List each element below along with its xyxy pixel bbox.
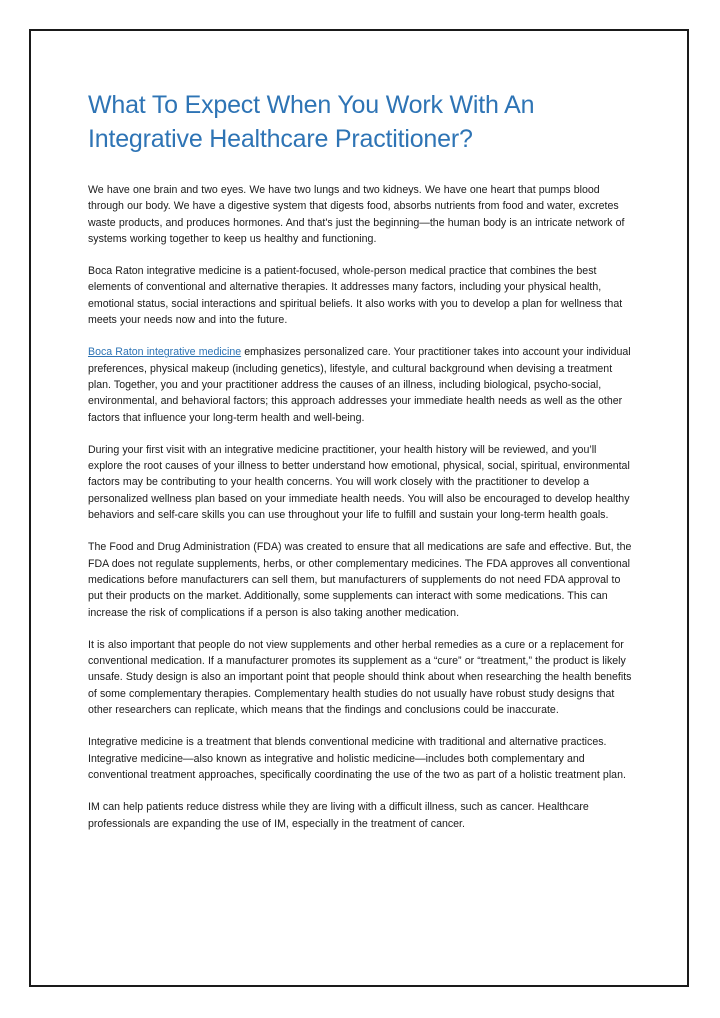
paragraph-boca-raton-intro: Boca Raton integrative medicine is a patient-focused, whole-person medical practice that combines the best elements of conventional and alternative therapies. It addresses many factors, including your physical health, emotional status, social interactions and spiritual beliefs. It also works with you to develop a plan for wellness that meets your needs now and into the future. [88, 265, 623, 327]
boca-raton-integrative-medicine-link[interactable]: Boca Raton integrative medicine [88, 346, 242, 359]
document-title: What To Expect When You Work With An Integrative Healthcare Practitioner? [88, 91, 535, 153]
paragraph-fda: The Food and Drug Administration (FDA) was created to ensure that all medications are safe and effective. But, the FDA does not regulate supplements, herbs, or other complementary medicines. The FDA approves all conventional medications before manufacturers can sell them, but manufacturers of supplements do not need FDA approval to put their products on the market. Additionally, some supplements can interact with some medications. This can increase the risk of complications if a person is also taking another medication. [88, 541, 632, 619]
paragraph-integrative-definition: Integrative medicine is a treatment that blends conventional medicine with traditional and alternative practices. Integrative medicine—also known as integrative and holistic medicine—includes both complementary and conventional treatment approaches, specifically coordinating the use of the two as part of a holistic treatment plan. [88, 736, 626, 781]
paragraph-im-cancer: IM can help patients reduce distress while they are living with a difficult illness, such as cancer. Healthcare professionals are expanding the use of IM, especially in the treatment of cancer. [88, 801, 589, 830]
paragraph-first-visit: During your first visit with an integrative medicine practitioner, your health history will be reviewed, and you’ll explore the root causes of your illness to better understand how emotional, physical, social, spiritual, environmental factors may be contributing to your health concerns. You will work closely with the practitioner to develop a personalized wellness plan based on your immediate health needs. You will also be encouraged to develop healthy behaviors and self-care skills you can use throughout your life to fulfill and sustain your long-term health goals. [88, 443, 630, 522]
paragraph-supplements-caution: It is also important that people do not view supplements and other herbal remedies as a cure or a replacement for conventional medication. If a manufacturer promotes its supplement as a “cure” or “treatment,” the product is likely unsafe. Study design is also an important point that people should think about when researching the health benefits of some complementary therapies. Complementary health studies do not usually have robust study designs that other researchers can replicate, which means that the findings and conclusions could be inaccurate. [88, 638, 632, 717]
paragraph-personalized-care [88, 344, 634, 425]
document-body [88, 88, 634, 848]
paragraph-personalized-care-text: emphasizes personalized care. Your practitioner takes into account your individual preferences, physical makeup (including genetics), lifestyle, and cultural background when devising a treatment plan. Together, you and your practitioner address the causes of an illness, including biological, psycho-social, environmental, and behavioral factors; this approach addresses your immediate health needs as well as the other factors that influence your long-term health and well-being. [88, 346, 631, 424]
paragraph-human-body: We have one brain and two eyes. We have two lungs and two kidneys. We have one heart that pumps blood through our body. We have a digestive system that digests food, absorbs nutrients from food and water, excretes waste products, and produces hormones. And that's just the beginning—the human body is an intricate network of systems working together to keep us healthy and functioning. [88, 184, 625, 245]
